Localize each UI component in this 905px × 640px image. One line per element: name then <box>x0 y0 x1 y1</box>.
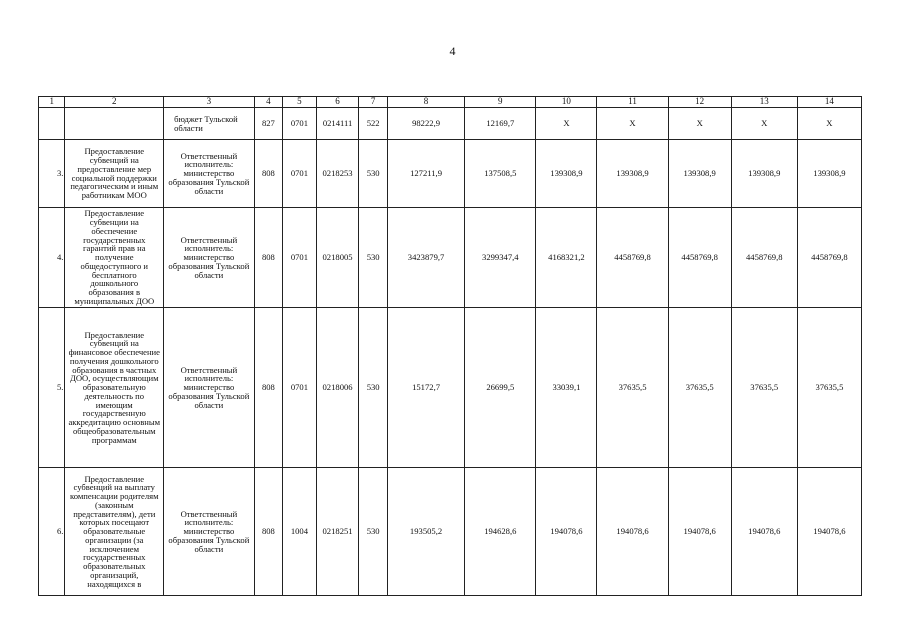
cell-c11: 194078,6 <box>597 468 668 596</box>
cell-c12: 194078,6 <box>668 468 731 596</box>
row-number: 5. <box>39 308 65 468</box>
cell-c8: 15172,7 <box>387 308 464 468</box>
row-number <box>39 108 65 140</box>
responsible-executor: Ответственный исполнитель: министерство образования Тульской области <box>164 208 255 308</box>
cell-c8: 98222,9 <box>387 108 464 140</box>
cell-c8: 3423879,7 <box>387 208 464 308</box>
cell-c12: 4458769,8 <box>668 208 731 308</box>
page-number: 4 <box>449 44 456 58</box>
cell-c6: 0218006 <box>316 308 359 468</box>
responsible-executor: Ответственный исполнитель: министерство образования Тульской области <box>164 468 255 596</box>
cell-c9: 26699,5 <box>465 308 536 468</box>
cell-c5: 0701 <box>283 108 317 140</box>
measure-description: Предоставление субвенций на предоставление мер социальной поддержки педагогическим и иным работникам МОО <box>65 140 164 208</box>
column-header-4: 4 <box>254 97 282 108</box>
column-header-6: 6 <box>316 97 359 108</box>
cell-c10: 194078,6 <box>536 468 597 596</box>
cell-c4: 827 <box>254 108 282 140</box>
cell-c14: 37635,5 <box>797 308 861 468</box>
cell-c6: 0218251 <box>316 468 359 596</box>
column-header-14: 14 <box>797 97 861 108</box>
cell-c4: 808 <box>254 468 282 596</box>
cell-c5: 0701 <box>283 208 317 308</box>
cell-c4: 808 <box>254 208 282 308</box>
cell-c10: Х <box>536 108 597 140</box>
cell-c7: 530 <box>359 308 387 468</box>
cell-c6: 0218253 <box>316 140 359 208</box>
cell-c7: 530 <box>359 468 387 596</box>
cell-c14: 139308,9 <box>797 140 861 208</box>
cell-c5: 1004 <box>283 468 317 596</box>
budget-table <box>38 96 862 596</box>
row-number: 6. <box>39 468 65 596</box>
table-row <box>39 140 862 208</box>
cell-c9: 12169,7 <box>465 108 536 140</box>
table-row <box>39 468 862 596</box>
column-header-3: 3 <box>164 97 255 108</box>
column-header-10: 10 <box>536 97 597 108</box>
cell-c8: 193505,2 <box>387 468 464 596</box>
cell-c13: 139308,9 <box>731 140 797 208</box>
cell-c13: Х <box>731 108 797 140</box>
column-header-11: 11 <box>597 97 668 108</box>
column-header-7: 7 <box>359 97 387 108</box>
cell-c8: 127211,9 <box>387 140 464 208</box>
cell-c7: 522 <box>359 108 387 140</box>
measure-description: Предоставление субвенций на выплату компенсации родителям (законным представителям), дети которых посещают образовательные организации (за исключением государственных образовательных организаций, находящихся в <box>65 468 164 596</box>
cell-c5: 0701 <box>283 140 317 208</box>
column-header-9: 9 <box>465 97 536 108</box>
cell-c11: 139308,9 <box>597 140 668 208</box>
cell-c11: 4458769,8 <box>597 208 668 308</box>
cell-c12: 139308,9 <box>668 140 731 208</box>
cell-c14: 4458769,8 <box>797 208 861 308</box>
cell-c10: 4168321,2 <box>536 208 597 308</box>
cell-c7: 530 <box>359 208 387 308</box>
cell-c14: Х <box>797 108 861 140</box>
row-number: 4. <box>39 208 65 308</box>
cell-c13: 4458769,8 <box>731 208 797 308</box>
cell-c4: 808 <box>254 308 282 468</box>
column-header-8: 8 <box>387 97 464 108</box>
column-header-1: 1 <box>39 97 65 108</box>
responsible-executor: Ответственный исполнитель: министерство образования Тульской области <box>164 140 255 208</box>
cell-c4: 808 <box>254 140 282 208</box>
column-header-2: 2 <box>65 97 164 108</box>
table-row <box>39 108 862 140</box>
column-header-5: 5 <box>283 97 317 108</box>
responsible-executor: бюджет Тульской области <box>164 108 255 140</box>
responsible-executor: Ответственный исполнитель: министерство образования Тульской области <box>164 308 255 468</box>
cell-c12: 37635,5 <box>668 308 731 468</box>
measure-description <box>65 108 164 140</box>
cell-c5: 0701 <box>283 308 317 468</box>
cell-c13: 194078,6 <box>731 468 797 596</box>
cell-c11: Х <box>597 108 668 140</box>
cell-c9: 3299347,4 <box>465 208 536 308</box>
cell-c6: 0218005 <box>316 208 359 308</box>
table-row <box>39 308 862 468</box>
header-row <box>39 97 862 108</box>
column-header-13: 13 <box>731 97 797 108</box>
row-number: 3. <box>39 140 65 208</box>
cell-c11: 37635,5 <box>597 308 668 468</box>
cell-c10: 139308,9 <box>536 140 597 208</box>
cell-c9: 194628,6 <box>465 468 536 596</box>
cell-c13: 37635,5 <box>731 308 797 468</box>
measure-description: Предоставление субвенций на финансовое обеспечение получения дошкольного образования в частных ДОО, осуществляющим образовательную деятельность по имеющим государственную аккредитацию основным общеобразовательным программам <box>65 308 164 468</box>
cell-c14: 194078,6 <box>797 468 861 596</box>
cell-c9: 137508,5 <box>465 140 536 208</box>
table-row <box>39 208 862 308</box>
column-header-12: 12 <box>668 97 731 108</box>
cell-c10: 33039,1 <box>536 308 597 468</box>
measure-description: Предоставление субвенции на обеспечение государственных гарантий прав на получение общедоступного и бесплатного дошкольного образования в муниципальных ДОО <box>65 208 164 308</box>
cell-c12: Х <box>668 108 731 140</box>
cell-c7: 530 <box>359 140 387 208</box>
cell-c6: 0214111 <box>316 108 359 140</box>
